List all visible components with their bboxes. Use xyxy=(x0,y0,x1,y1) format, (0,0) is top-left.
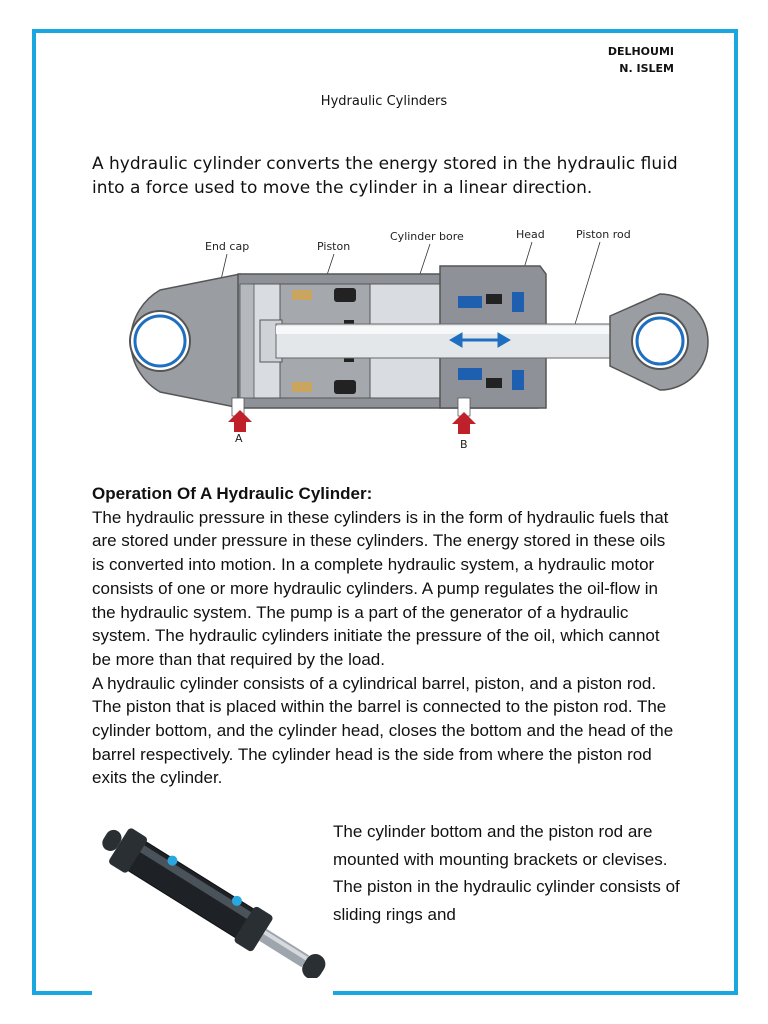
side-paragraph: The cylinder bottom and the piston rod are mounted with mounting brackets or clevises. The piston in the hydraulic cylinder consists of sliding rings and xyxy=(333,822,680,924)
page-border-right xyxy=(734,29,738,995)
page-border-left xyxy=(32,29,36,995)
hydraulic-cylinder-photo xyxy=(92,828,332,978)
end-cap-clevis xyxy=(130,274,240,408)
page-border-bottom-left xyxy=(32,991,92,995)
label-end-cap: End cap xyxy=(205,240,250,253)
rod-end-clevis xyxy=(610,294,708,390)
page-border-top xyxy=(32,29,738,33)
author-line-2: N. ISLEM xyxy=(619,62,674,75)
label-piston-rod: Piston rod xyxy=(576,228,631,241)
section-paragraph-1: The hydraulic pressure in these cylinders is in the form of hydraulic fuels that are stored under pressure in these cylinders. The energy stored in these oils is converted into motion. In a complete hydraulic system, a hydraulic motor consists of one or more hydraulic cylinders. A pump regulates the oil-flow in the hydraulic system. The pump is a part of the generator of a hydraulic system. The hydraulic cylinders initiate the pressure of the oil, which cannot be more than that required by the load. xyxy=(92,507,669,669)
intro-paragraph: A hydraulic cylinder converts the energy stored in the hydraulic fluid into a force used to move the cylinder in a linear direction. xyxy=(92,154,678,198)
section-paragraph-2: A hydraulic cylinder consists of a cylindrical barrel, piston, and a piston rod. The piston that is placed within the barrel is connected to the piston rod. The cylinder bottom, and the cylinder head, closes the bottom and the head of the barrel respectively. The cylinder head is the side from where the piston rod exits the cylinder. xyxy=(92,673,674,788)
section-heading: Operation Of A Hydraulic Cylinder: xyxy=(92,484,373,503)
author-line-1: DELHOUMI xyxy=(607,45,674,58)
author-block xyxy=(608,43,674,77)
label-port-b: B xyxy=(460,438,468,451)
label-head: Head xyxy=(516,228,545,241)
operation-section xyxy=(92,482,682,790)
page-border-bottom-right xyxy=(333,991,738,995)
label-piston: Piston xyxy=(317,240,351,253)
label-cylinder-bore: Cylinder bore xyxy=(390,230,464,243)
page-title: Hydraulic Cylinders xyxy=(320,94,448,109)
hydraulic-cylinder-diagram xyxy=(100,222,720,462)
label-port-a: A xyxy=(235,432,243,445)
